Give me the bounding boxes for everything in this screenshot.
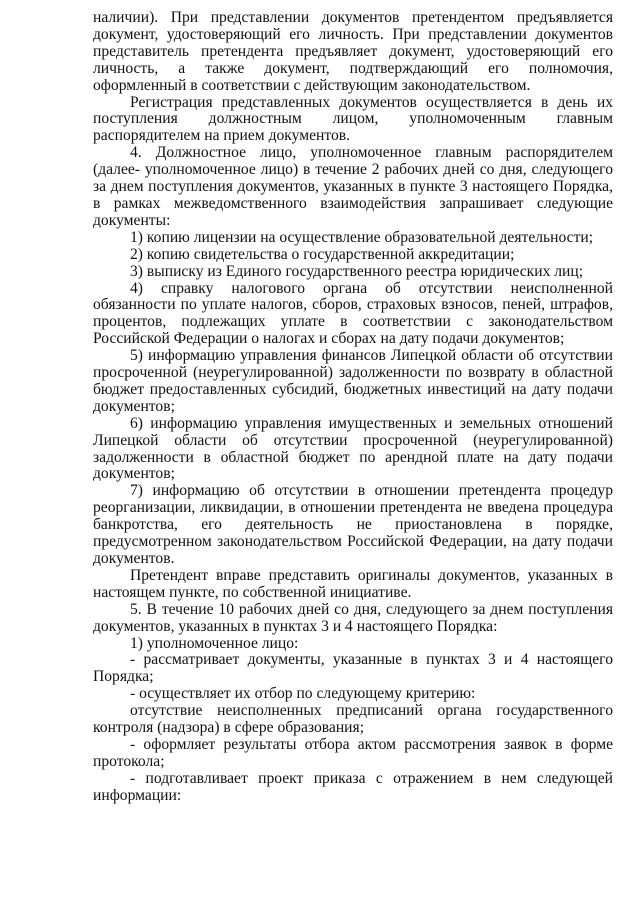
- sub-item-authorized-person: 1) уполномоченное лицо:: [130, 634, 299, 652]
- list-item-1: 1) копию лицензии на осуществление образовательной деятельности;: [130, 228, 594, 246]
- list-item-5: 5) информацию управления финансов Липецкой области об отсутствии просроченной (неурегулированной) задолженности по возврату в областной бюджет предоставленных субсидий, бюджетных инвестиций на дату подачи документов;: [93, 347, 613, 415]
- document-body: [93, 10, 613, 805]
- list-item-2: 2) копию свидетельства о государственной аккредитации;: [130, 245, 515, 263]
- sub-item-selection: - осуществляет их отбор по следующему критерию:: [130, 685, 476, 703]
- sub-item-criterion: отсутствие неисполненных предписаний органа государственного контроля (надзора) в сфере образования;: [93, 702, 613, 737]
- list-item-6: 6) информацию управления имущественных и земельных отношений Липецкой области об отсутствии просроченной (неурегулированной) задолженности в областной бюджет по арендной плате на дату подачи документов;: [93, 414, 613, 483]
- paragraph-registration: Регистрация представленных документов осуществляется в день их поступления должностным лицом, уполномоченным главным распорядителем на прием документов.: [93, 93, 613, 145]
- paragraph-intro-continuation: наличии). При представлении документов претендентом предъявляется документ, удостоверяющий его личность. При представлении документов представитель претендента предъявляет документ, удостоверяющий его личность, а также документ, подтверждающий его полномочия, оформленный в соответствии с действующим законодательством.: [93, 9, 613, 94]
- sub-item-protocol: - оформляет результаты отбора актом рассмотрения заявок в форме протокола;: [93, 735, 613, 770]
- list-item-4: 4) справку налогового органа об отсутствии неисполненной обязанности по уплате налогов, сборов, страховых взносов, пеней, штрафов, процентов, подлежащих уплате в соответствии с законодательством Российской Федерации о налогах и сборах на дату подачи документов;: [93, 279, 613, 348]
- paragraph-item-4: 4. Должностное лицо, уполномоченное главным распорядителем (далее- уполномоченное лицо) в течение 2 рабочих дней со дня, следующего за днем поступления документов, указанных в пункте 3 настоящего Порядка, в рамках межведомственного взаимодействия запрашивает следующие документы:: [93, 144, 613, 229]
- sub-item-draft-order: - подготавливает проект приказа с отражением в нем следующей информации:: [93, 769, 613, 804]
- paragraph-originals: Претендент вправе представить оригиналы документов, указанных в настоящем пункте, по собственной инициативе.: [93, 566, 613, 601]
- list-item-7: 7) информацию об отсутствии в отношении претендента процедур реорганизации, ликвидации, в отношении претендента не введена процедура банкротства, его деятельность не приостановлена в порядке, предусмотренном законодательством Российской Федерации, на дату подачи документов.: [93, 482, 613, 567]
- list-item-3: 3) выписку из Единого государственного реестра юридических лиц;: [130, 262, 584, 280]
- sub-item-reviews-documents: - рассматривает документы, указанные в пунктах 3 и 4 настоящего Порядка;: [93, 651, 613, 686]
- paragraph-item-5: 5. В течение 10 рабочих дней со дня, следующего за днем поступления документов, указанных в пунктах 3 и 4 настоящего Порядка:: [93, 600, 613, 635]
